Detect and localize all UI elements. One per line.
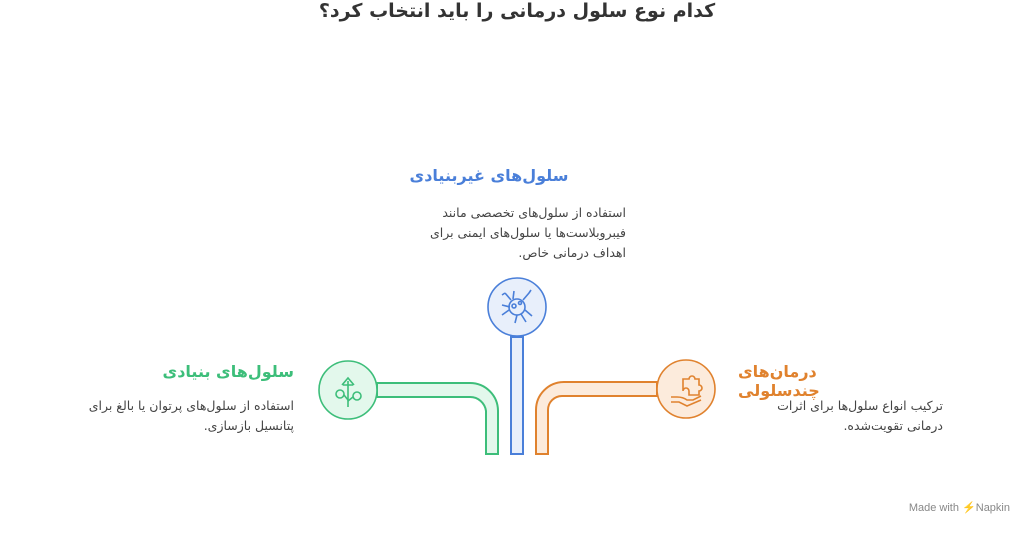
option-heading-multicell	[738, 362, 918, 400]
blue-stem	[511, 337, 523, 454]
orange-pipe	[536, 382, 657, 454]
napkin-logo-icon: ⚡	[962, 502, 976, 514]
brand-label: Napkin	[975, 502, 1010, 514]
option-heading-non-stem: سلول‌های غیربنیادی	[409, 166, 569, 185]
option-description-non-stem: استفاده از سلول‌های تخصصی مانند فیبروبلاست‌ها یا سلول‌های ایمنی برای اهداف درمانی خاص.	[429, 205, 626, 260]
puzzle-hand-icon	[657, 360, 715, 418]
option-heading-stem: سلول‌های بنیادی	[162, 362, 294, 381]
made-with-napkin[interactable]	[909, 501, 1010, 514]
made-with-label: Made with	[908, 502, 959, 514]
green-pipe	[377, 383, 498, 454]
option-heading-multicell-text: درمان‌های چندسلولی	[738, 362, 820, 400]
option-description-multicell: ترکیب انواع سلول‌ها برای اثرات درمانی تقویت‌شده.	[777, 398, 943, 433]
plant-growth-icon	[319, 361, 377, 419]
option-description-stem: استفاده از سلول‌های پرتوان یا بالغ برای پتانسیل بازسازی.	[88, 398, 294, 433]
nerve-cell-icon	[488, 278, 546, 336]
page-title: کدام نوع سلول درمانی را باید انتخاب کرد؟	[318, 0, 716, 22]
